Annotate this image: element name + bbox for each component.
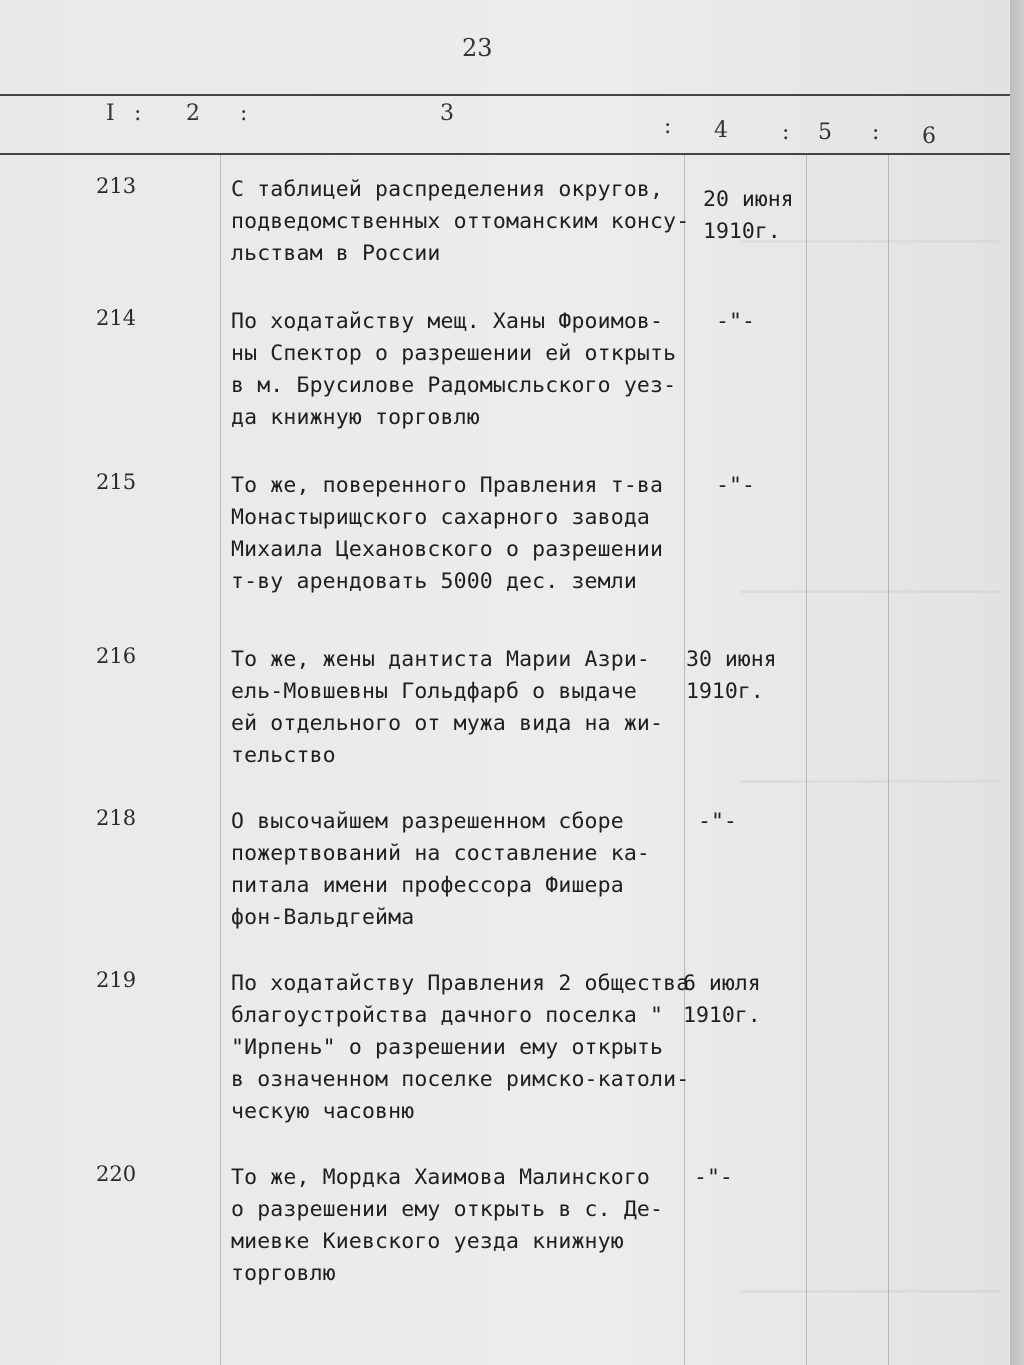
entry-date: 20 июня 1910г.	[703, 187, 794, 244]
page-edge	[1010, 0, 1024, 1365]
column-separator: :	[134, 101, 142, 126]
entry-description: То же, жены дантиста Марии Азри- ель-Мовшевны Гольдфарб о выдаче ей отдельного от мужа вида на жи- тельство	[231, 647, 664, 768]
header-bottom-rule	[0, 153, 1010, 155]
entry-number: 214	[96, 306, 137, 330]
column-header-1: I	[106, 101, 115, 126]
column-separator: :	[240, 101, 248, 126]
column-header-3: 3	[440, 101, 454, 126]
entry-description: По ходатайству Правления 2 общества благоустройства дачного поселка " "Ирпень" о разрешении ему открыть в означенном поселке римско-католи- ческую часовню	[231, 971, 690, 1124]
entry-description: То же, Мордка Хаимова Малинского о разрешении ему открыть в с. Де- миевке Киевского уезда книжную торговлю	[231, 1165, 664, 1286]
column-header-5: 5	[818, 120, 832, 145]
entry-number: 219	[96, 968, 137, 992]
entry-date: -"-	[716, 309, 755, 334]
column-separator: :	[664, 114, 672, 139]
show-through-mark	[740, 1290, 1000, 1293]
entry-number: 216	[96, 644, 137, 668]
column-separator: :	[872, 120, 880, 145]
column-divider	[684, 155, 685, 1365]
entry-number: 215	[96, 470, 137, 494]
entry-date: 6 июля 1910г.	[683, 971, 761, 1028]
column-separator: :	[782, 120, 790, 145]
entry-date: -"-	[716, 473, 755, 498]
column-header-2: 2	[186, 101, 200, 126]
entry-date: -"-	[694, 1165, 733, 1190]
column-divider	[220, 155, 221, 1365]
entry-date: 30 июня 1910г.	[686, 647, 777, 704]
entry-description: О высочайшем разрешенном сборе пожертвований на составление ка- питала имени профессора Фишера фон-Вальдгейма	[231, 809, 651, 930]
show-through-mark	[740, 590, 1000, 593]
column-divider	[806, 155, 807, 1365]
entry-description: С таблицей распределения округов, подведомственных оттоманским консу- льствам в России	[231, 177, 690, 266]
column-divider	[888, 155, 889, 1365]
column-header-6: 6	[922, 124, 936, 149]
entry-date: -"-	[698, 809, 737, 834]
entry-number: 218	[96, 806, 137, 830]
entry-description: По ходатайству мещ. Ханы Фроимов- ны Спектор о разрешении ей открыть в м. Брусилове Радомысльского уез- да книжную торговлю	[231, 309, 677, 430]
show-through-mark	[740, 780, 1000, 783]
entry-description: То же, поверенного Правления т-ва Монастырищского сахарного завода Михаила Цехановского о разрешении т-ву арендовать 5000 дес. земли	[231, 473, 664, 594]
entry-number: 213	[96, 174, 137, 198]
column-header-4: 4	[714, 118, 728, 143]
page-number: 23	[462, 34, 493, 62]
header-top-rule	[0, 94, 1010, 96]
entry-number: 220	[96, 1162, 137, 1186]
